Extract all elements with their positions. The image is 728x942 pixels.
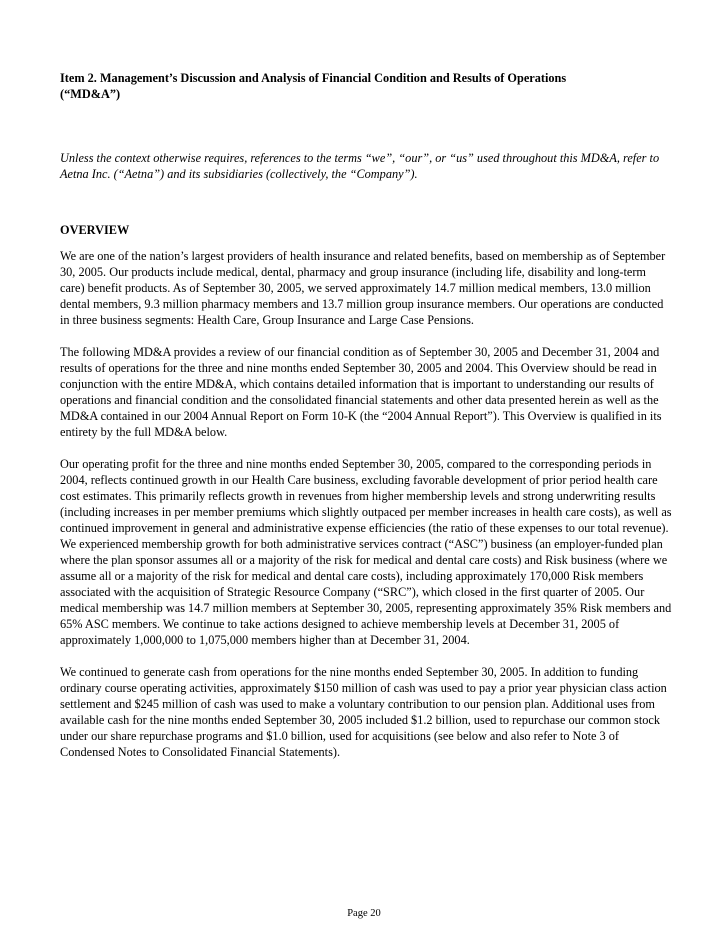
item-heading — [60, 70, 672, 102]
overview-paragraph-2: The following MD&A provides a review of our financial condition as of September 30, 2005 and December 31, 2004 and results of operations for the three and nine months ended September 30, 2005 and 2004. This Overview should be read in conjunction with the entire MD&A, which contains detailed information that is important to understanding our results of operations and financial condition and the consolidated financial statements and other data presented herein as well as the MD&A contained in our 2004 Annual Report on Form 10-K (the “2004 Annual Report”). This Overview is qualified in its entirety by the full MD&A below. — [60, 345, 662, 439]
overview-paragraph-3: Our operating profit for the three and nine months ended September 30, 2005, compared to the corresponding periods in 2004, reflects continued growth in our Health Care business, excluding favorable development of prior period health care cost estimates. This primarily reflects growth in revenues from higher membership levels and strong underwriting results (including increases in per member premiums which slightly outpaced per member increases in health care costs), as well as continued improvement in general and administrative expense efficiencies (the ratio of these expenses to our total revenue). We experienced membership growth for both administrative services contract (“ASC”) business (an employer-funded plan where the plan sponsor assumes all or a majority of the risk for medical and dental care costs) and Risk business (where we assume all or a majority of the risk for medical and dental care costs), including approximately 170,000 Risk members associated with the acquisition of Strategic Resource Company (“SRC”), which closed in the first quarter of 2005. Our medical membership was 14.7 million members at September 30, 2005, representing approximately 35% Risk members and 65% ASC members. We continue to take actions designed to achieve membership levels at December 31, 2005 of approximately 1,000,000 to 1,075,000 members higher than at December 31, 2004. — [60, 457, 672, 647]
item-heading-line-2: (“MD&A”) — [60, 87, 121, 101]
spacer — [60, 238, 672, 248]
spacer — [60, 182, 672, 222]
overview-paragraph-1: We are one of the nation’s largest providers of health insurance and related benefits, based on membership as of September 30, 2005. Our products include medical, dental, pharmacy and group insurance (including life, disability and long-term care) benefit products. As of September 30, 2005, we served approximately 14.7 million medical members, 13.0 million dental members, 9.3 million pharmacy members and 13.7 million group insurance members. Our operations are conducted in three business segments: Health Care, Group Insurance and Large Case Pensions. — [60, 249, 666, 327]
page-number: Page 20 — [347, 908, 381, 919]
item-heading-line-1: Item 2. Management’s Discussion and Analysis of Financial Condition and Results of Operations — [60, 71, 567, 85]
spacer — [60, 102, 672, 150]
intro-paragraph: Unless the context otherwise requires, references to the terms “we”, “our”, or “us” used throughout this MD&A, refer to Aetna Inc. (“Aetna”) and its subsidiaries (collectively, the “Company”). — [60, 151, 660, 181]
document-body — [60, 70, 672, 776]
overview-paragraph-4: We continued to generate cash from operations for the nine months ended September 30, 2005. In addition to funding ordinary course operating activities, approximately $150 million of cash was used to pay a prior year physician class action settlement and $245 million of cash was used to make a voluntary contribution to our pension plan. Additional uses from available cash for the nine months ended September 30, 2005 included $1.2 billion, used to repurchase our common stock under our share repurchase programs and $1.0 billion, used for acquisitions (see below and also refer to Note 3 of Condensed Notes to Consolidated Financial Statements). — [60, 665, 667, 759]
section-title-overview: OVERVIEW — [60, 223, 130, 237]
